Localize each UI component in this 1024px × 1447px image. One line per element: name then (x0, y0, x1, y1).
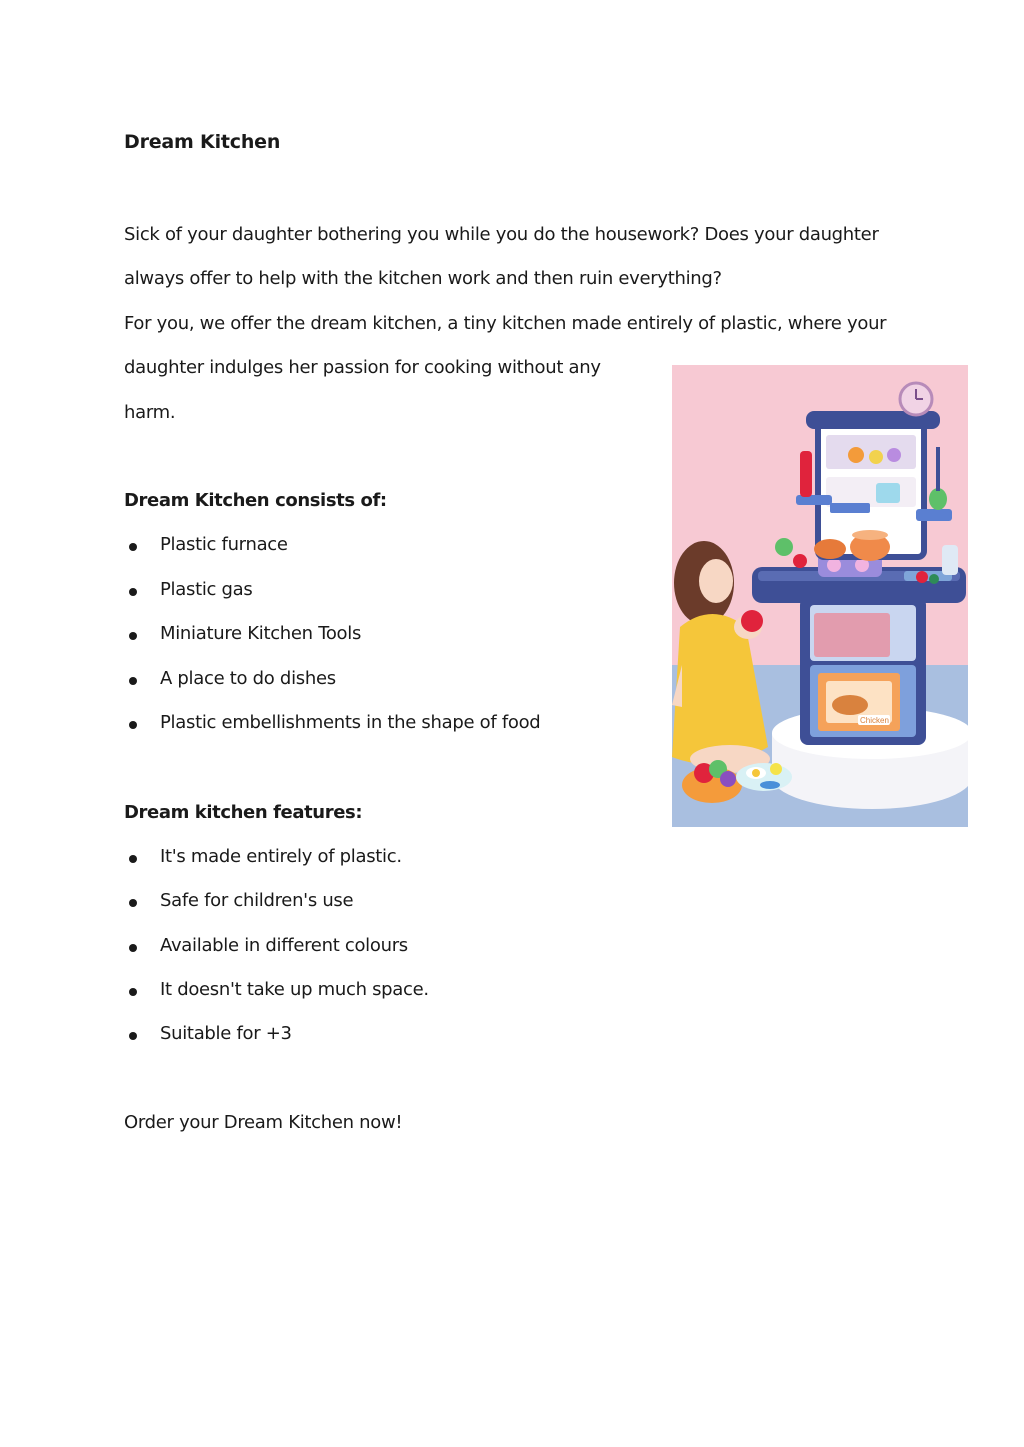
toy-pepper (741, 610, 763, 632)
list-item-text: It doesn't take up much space. (160, 979, 429, 1000)
consists-heading: Dream Kitchen consists of: (124, 490, 387, 511)
bullet-icon (129, 677, 137, 685)
list-item-text: Plastic furnace (160, 534, 288, 555)
features-heading: Dream kitchen features: (124, 802, 363, 823)
list-item-text: Available in different colours (160, 935, 408, 956)
girl-face (699, 559, 733, 603)
bullet-icon (129, 855, 137, 863)
list-item-text: Safe for children's use (160, 890, 354, 911)
bullet-icon (129, 1032, 137, 1040)
list-item-text: Suitable for +3 (160, 1023, 292, 1044)
drawer (814, 613, 890, 657)
bullet-icon (129, 543, 137, 551)
bullet-icon (129, 588, 137, 596)
intro-line-2: always offer to help with the kitchen work and then ruin everything? (124, 268, 722, 289)
product-photo (672, 365, 968, 827)
bullet-icon (129, 632, 137, 640)
intro-line-5: harm. (124, 402, 176, 423)
bullet-icon (129, 988, 137, 996)
intro-line-1: Sick of your daughter bothering you while you do the housework? Does your daughter (124, 224, 879, 245)
bullet-icon (129, 721, 137, 729)
bullet-icon (129, 899, 137, 907)
intro-line-4: daughter indulges her passion for cooking without any (124, 357, 601, 378)
bullet-icon (129, 944, 137, 952)
list-item-text: Plastic embellishments in the shape of food (160, 712, 541, 733)
closing-line: Order your Dream Kitchen now! (124, 1112, 403, 1133)
document-title: Dream Kitchen (124, 131, 281, 153)
list-item-text: A place to do dishes (160, 668, 336, 689)
intro-line-3: For you, we offer the dream kitchen, a tiny kitchen made entirely of plastic, where your (124, 313, 887, 334)
ketchup-bottle (800, 451, 812, 497)
list-item-text: Miniature Kitchen Tools (160, 623, 362, 644)
list-item-text: It's made entirely of plastic. (160, 846, 402, 867)
oven-label: Chicken (860, 716, 889, 725)
soap-bottle (942, 545, 958, 575)
list-item-text: Plastic gas (160, 579, 253, 600)
